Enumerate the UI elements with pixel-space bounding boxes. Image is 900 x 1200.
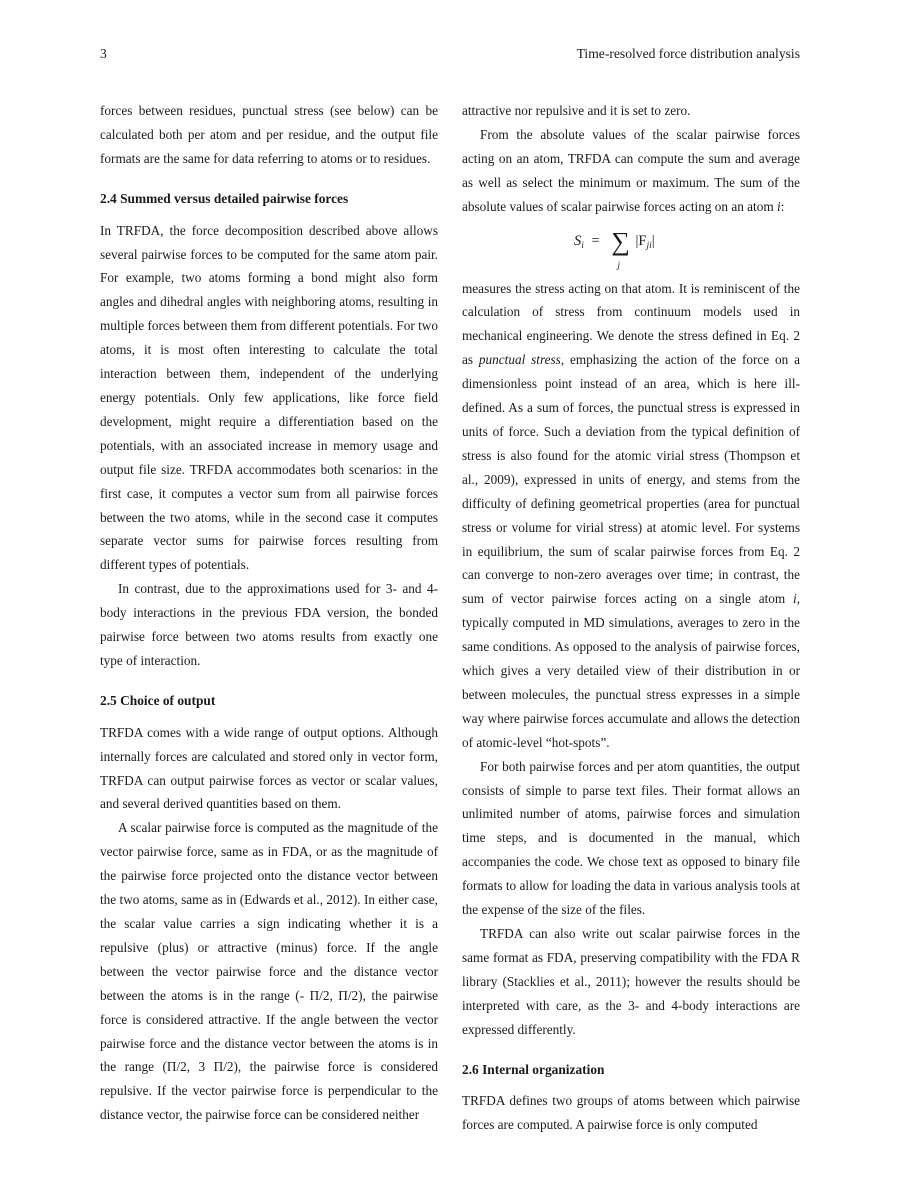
section-heading-2-4: 2.4 Summed versus detailed pairwise forces — [100, 190, 349, 206]
section-heading-2-6: 2.6 Internal organization — [462, 1061, 605, 1077]
page-number: 3 — [100, 46, 107, 61]
running-header — [100, 46, 800, 66]
paragraph-2-5-a: TRFDA comes with a wide range of output options. Although internally forces are calculated and stored only in vector form, TRFDA can output pairwise forces as vector or scalar values, and several derived quantities based on them. — [100, 724, 438, 812]
paragraph-fda-compat: TRFDA can also write out scalar pairwise forces in the same format as FDA, preserving compatibility with the FDA R library (Stacklies et al., 2011); however the results should be interpreted with care, as the 3- and 4-body interactions are expressed differently. — [462, 926, 800, 1037]
right-column — [462, 99, 800, 1137]
paragraph-intro-continued: forces between residues, punctual stress (see below) can be calculated both per atom and per residue, and the output file formats are the same for data referring to atoms or to residues. — [100, 103, 438, 166]
paragraph-output-format: For both pairwise forces and per atom quantities, the output consists of simple to parse text files. Their format allows an unlimited number of atoms, pairwise forces and simulation time steps, and is documented in the manual, which accompanies the code. We chose text as opposed to binary file formats to allow for loading the data in various analysis tools at the expense of the size of the files. — [462, 758, 800, 918]
equation-punctual-stress: $S_i$ = ∑ j $|F_{ji}|$ — [574, 226, 655, 271]
equation-lhs: S — [574, 232, 582, 249]
paragraph-2-4-b: In contrast, due to the approximations used for 3- and 4-body interactions in the previous FDA version, the bonded pairwise force between two atoms results from exactly one type of interaction. — [100, 581, 438, 668]
paragraph-2-6: TRFDA defines two groups of atoms between which pairwise forces are computed. A pairwise force is only computed — [462, 1093, 800, 1133]
paragraph-2-4-a: In TRFDA, the force decomposition described above allows several pairwise forces to be computed for the same atom pair. For example, two atoms forming a bond might also form angles and dihedral angles with neighboring atoms, resulting in multiple forces between them from different potentials. For two atoms, it is most often interesting to calculate the total interaction between them, independent of the underlying energy potentials. Only few applications, like force field development, might require a differentiation based on the potentials, with an associated increase in memory usage and output file size. TRFDA accommodates both scenarios: in the first case, it computes a vector sum from all pairwise forces between the two atoms, while in the second case it computes separate vector sums for pairwise forces resulting from different types of potentials. — [100, 222, 438, 573]
paragraph-punctual-stress: measures the stress acting on that atom. It is reminiscent of the calculation of stress from continuum models used in mechanical engineering. We denote the stress defined in Eq. 2 as punctual stress, emphasizing the action of the force on a dimensionless point instead of an area, which is here ill-defined. As a sum of forces, the punctual stress is expressed in units of force. Such a deviation from the typical definition of stress is also found for the atomic virial stress (Thompson et al., 2009), expressed in units of energy, and stems from the difficulty of defining geometrical properties (area for punctual stress or volume for virial stress) at atomic level. For systems in equilibrium, the sum of scalar pairwise forces from Eq. 2 can converge to non-zero averages over time; in contrast, the sum of vector pairwise forces acting on a single atom i, typically computed in MD simulations, averages to zero in the same conditions. As opposed to the analysis of pairwise forces, which gives a very detailed view of their distribution in or between molecules, the punctual stress expresses in a simple way where pairwise forces accumulate and allows the detection of atomic-level “hot-spots”. — [462, 280, 800, 750]
paragraph-absolute-values: From the absolute values of the scalar pairwise forces acting on an atom, TRFDA can compute the sum and average as well as select the minimum or maximum. The sum of the absolute values of scalar pairwise forces acting on an atom i: — [462, 126, 800, 214]
section-heading-2-5: 2.5 Choice of output — [100, 692, 216, 708]
sum-symbol: ∑ — [611, 226, 630, 256]
paragraph-2-5-b: A scalar pairwise force is computed as the magnitude of the vector pairwise force, same as in FDA, or as the magnitude of the pairwise force projected onto the distance vector between the two atoms, same as in (Edwards et al., 2012). In either case, the scalar value carries a sign indicating whether it is a repulsive (plus) or attractive (minus) force. If the angle between the vector pairwise force and the distance vector between the atoms is in the range (- Π/2, Π/2), the pairwise force is considered attractive. If the angle between the vector pairwise force and the distance vector between the atoms is in the range (Π/2, 3 Π/2), the pairwise force is considered repulsive. If the vector pairwise force is perpendicular to the distance vector, the pairwise force can be considered neither — [100, 820, 438, 1123]
paragraph-continued: attractive nor repulsive and it is set to zero. — [462, 103, 691, 118]
left-column — [100, 99, 438, 1127]
running-title: Time-resolved force distribution analysis — [576, 46, 800, 61]
